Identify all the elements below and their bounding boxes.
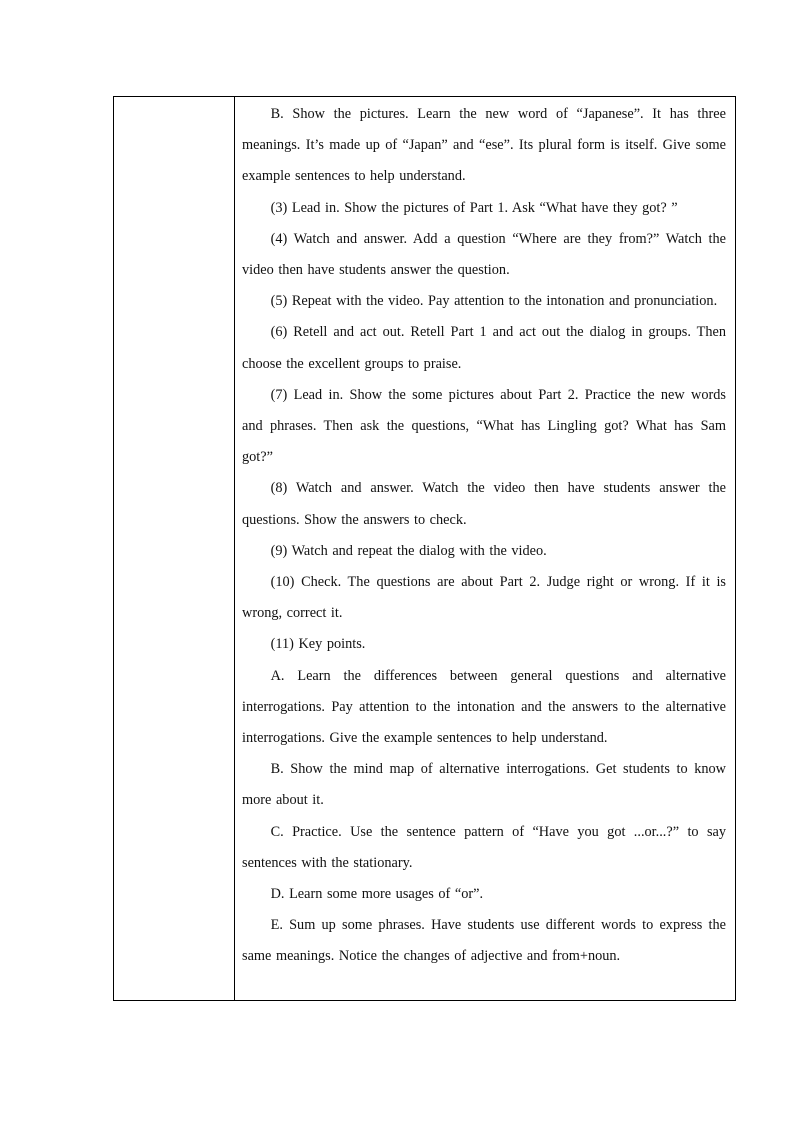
lesson-plan-table [113, 96, 736, 1001]
step-paragraph: (8) Watch and answer. Watch the video then have students answer the questions. Show the answers to check. [242, 480, 726, 528]
step-paragraph: D. Learn some more usages of “or”. [270, 886, 484, 903]
step-paragraph: (5) Repeat with the video. Pay attention to the intonation and pronunciation. [270, 293, 718, 310]
step-paragraph: (6) Retell and act out. Retell Part 1 and act out the dialog in groups. Then choose the excellent groups to praise. [242, 324, 726, 372]
step-paragraph: (3) Lead in. Show the pictures of Part 1. Ask “What have they got? ” [270, 199, 678, 216]
step-paragraph: (7) Lead in. Show the some pictures about Part 2. Practice the new words and phrases. Then ask the questions, “What has Lingling got? What has Sam got?” [242, 386, 726, 466]
step-paragraph: (9) Watch and repeat the dialog with the video. [270, 542, 547, 559]
step-paragraph: B. Show the pictures. Learn the new word of “Japanese”. It has three meanings. It’s made up of “Japan” and “ese”. Its plural form is itself. Give some example sentences to help understand. [242, 106, 726, 185]
table-left-cell [114, 97, 235, 1000]
step-paragraph: B. Show the mind map of alternative interrogations. Get students to know more about it. [242, 761, 726, 809]
step-paragraph: (10) Check. The questions are about Part 2. Judge right or wrong. If it is wrong, correct it. [242, 574, 726, 622]
step-paragraph: C. Practice. Use the sentence pattern of “Have you got ...or...?” to say sentences with the stationary. [242, 823, 726, 871]
step-paragraph: A. Learn the differences between general questions and alternative interrogations. Pay attention to the intonation and the answers to the alternative interrogations. Give the example sentences to help understand. [242, 667, 726, 747]
step-paragraph: (11) Key points. [270, 636, 366, 653]
step-paragraph: (4) Watch and answer. Add a question “Where are they from?” Watch the video then have students answer the question. [242, 230, 726, 279]
table-right-cell [235, 97, 735, 1000]
step-paragraph: E. Sum up some phrases. Have students use different words to express the same meanings. Notice the changes of adjective and from+noun. [242, 917, 726, 965]
